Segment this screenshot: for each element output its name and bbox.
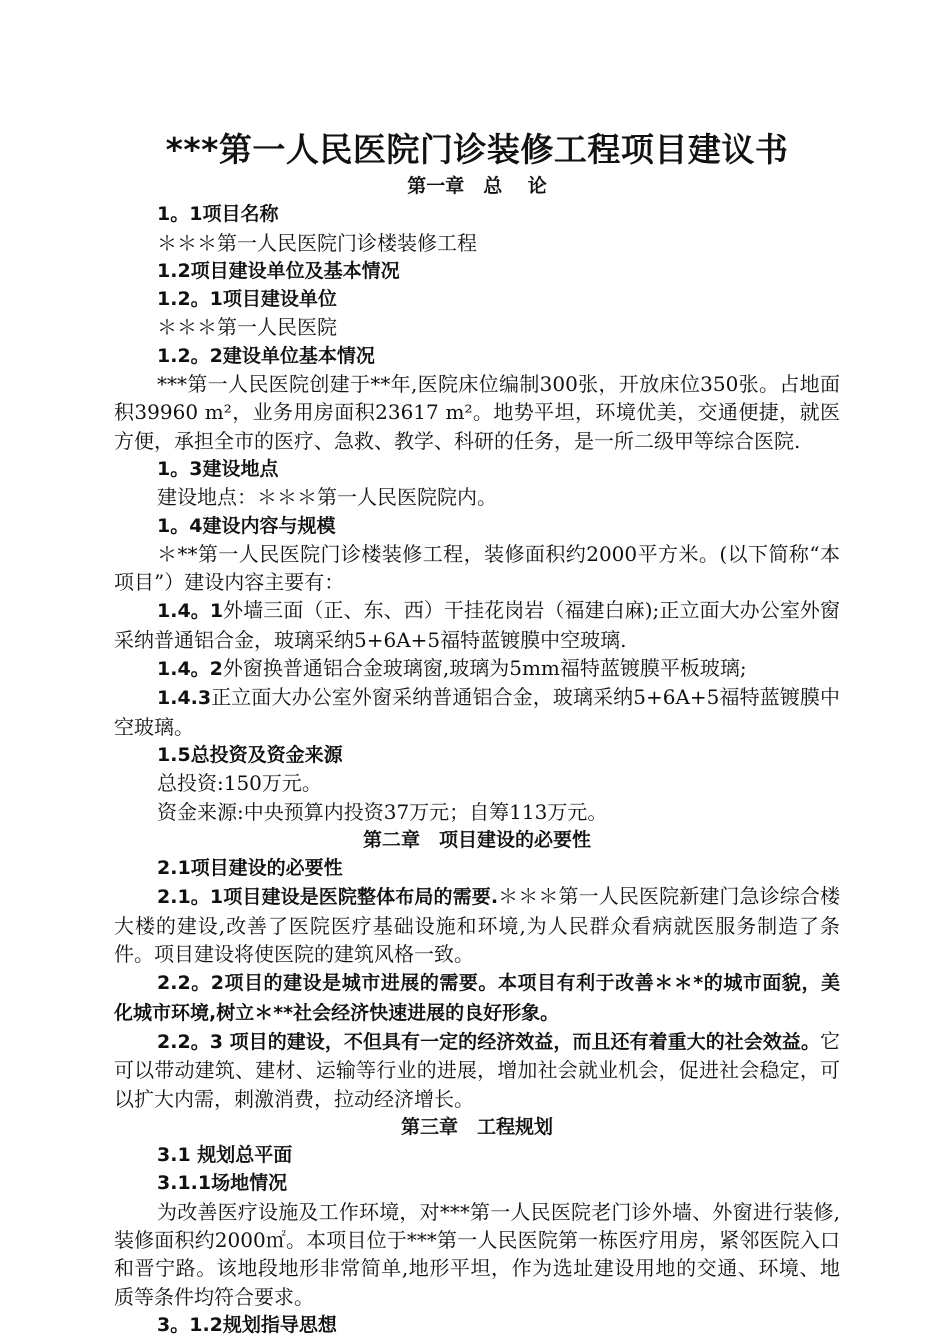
section-3-1-heading: 3.1 规划总平面	[157, 1144, 293, 1167]
chapter-1-heading: 第一章 总 论	[407, 175, 547, 197]
section-1-4-1	[114, 596, 840, 654]
section-3-1-1-text: 为改善医疗设施及工作环境，对***第一人民医院老门诊外墙、外窗进行装修,装修面积约2000㎡。本项目位于***第一人民医院第一栋医疗用房，紧邻医院入口和晋宁路。该地段地形非常简单,地形平坦，作为选址建设用地的交通、环境、地质等条件均符合要求。	[114, 1199, 840, 1309]
section-2-2-3	[114, 1027, 840, 1113]
section-1-4-2-label: 1.4。2	[157, 658, 223, 681]
section-1-4-text: ＊**第一人民医院门诊楼装修工程，装修面积约2000平方米。(以下简称“本项目”）建设内容主要有：	[114, 541, 840, 595]
section-1-4-2	[114, 654, 840, 683]
section-1-2-1-text: ＊＊＊第一人民医院	[157, 315, 337, 340]
section-1-2-2-heading: 1.2。2建设单位基本情况	[157, 344, 375, 367]
section-1-4-1-text: 外墙三面（正、东、西）干挂花岗岩（福建白麻);正立面大办公室外窗采纳普通铝合金，玻璃采纳5+6A+5福特蓝镀膜中空玻璃.	[114, 598, 840, 652]
section-1-4-2-text: 外窗换普通铝合金玻璃窗,玻璃为5mm福特蓝镀膜平板玻璃;	[222, 656, 747, 681]
section-3-1-2-heading: 3。1.2规划指导思想	[157, 1313, 337, 1336]
section-1-5-text-2: 资金来源:中央预算内投资37万元；自筹113万元。	[157, 799, 608, 824]
section-2-2-3-text: 它可以带动建筑、建材、运输等行业的进展，增加社会就业机会，促进社会稳定，可以扩大内需，刺激消费，拉动经济增长。	[114, 1028, 840, 1111]
section-1-1-text: ＊＊＊第一人民医院门诊楼装修工程	[157, 230, 477, 255]
section-1-2-1-heading: 1.2。1项目建设单位	[157, 288, 337, 311]
section-2-1-1	[114, 882, 840, 968]
section-1-4-1-label: 1.4。1	[157, 600, 224, 623]
section-2-1-heading: 2.1项目建设的必要性	[157, 857, 343, 880]
section-2-2-2	[114, 968, 840, 1027]
section-1-2-2-text: ***第一人民医院创建于**年,医院床位编制300张，开放床位350张。占地面积39960 m²，业务用房面积23617 m²。地势平坦，环境优美，交通便捷，就医方便，承担全市的医疗、急救、教学、科研的任务，是一所二级甲等综合医院.	[114, 372, 840, 453]
chapter-3-heading: 第三章 工程规划	[400, 1115, 553, 1138]
document-title: ***第一人民医院门诊装修工程项目建议书	[165, 130, 789, 169]
section-1-3-text: 建设地点：＊＊＊第一人民医院院内。	[157, 485, 497, 510]
section-1-4-heading: 1。4建设内容与规模	[157, 514, 336, 537]
section-1-1-heading: 1。1项目名称	[157, 203, 279, 226]
section-2-2-2-bold: 2.2。2项目的建设是城市进展的需要。本项目有利于改善＊＊*的城市面貌，美化城市环境,树立＊**社会经济快速进展的良好形象。	[114, 972, 840, 1024]
section-1-5-heading: 1.5总投资及资金来源	[157, 743, 343, 766]
section-1-4-3	[114, 683, 840, 741]
section-1-5-text-1: 总投资:150万元。	[157, 771, 322, 796]
section-1-2-heading: 1.2项目建设单位及基本情况	[157, 259, 400, 282]
document-page	[114, 128, 840, 1339]
section-2-2-3-bold: 2.2。3 项目的建设，不但具有一定的经济效益，而且还有着重大的社会效益。	[157, 1030, 820, 1053]
section-1-4-3-text: 正立面大办公室外窗采纳普通铝合金，玻璃采纳5+6A+5福特蓝镀膜中空玻璃。	[114, 685, 840, 739]
section-2-1-1-bold: 2.1。1项目建设是医院整体布局的需要.	[157, 886, 499, 909]
section-1-3-heading: 1。3建设地点	[157, 457, 279, 480]
chapter-2-heading: 第二章 项目建设的必要性	[362, 828, 591, 851]
section-1-4-3-label: 1.4.3	[157, 687, 212, 710]
section-2-1-1-text: ＊＊＊第一人民医院新建门急诊综合楼大楼的建设,改善了医院医疗基础设施和环境,为人民群众看病就医服务制造了条件。项目建设将使医院的建筑风格一致。	[114, 884, 840, 967]
section-3-1-1-heading: 3.1.1场地情况	[157, 1172, 288, 1195]
